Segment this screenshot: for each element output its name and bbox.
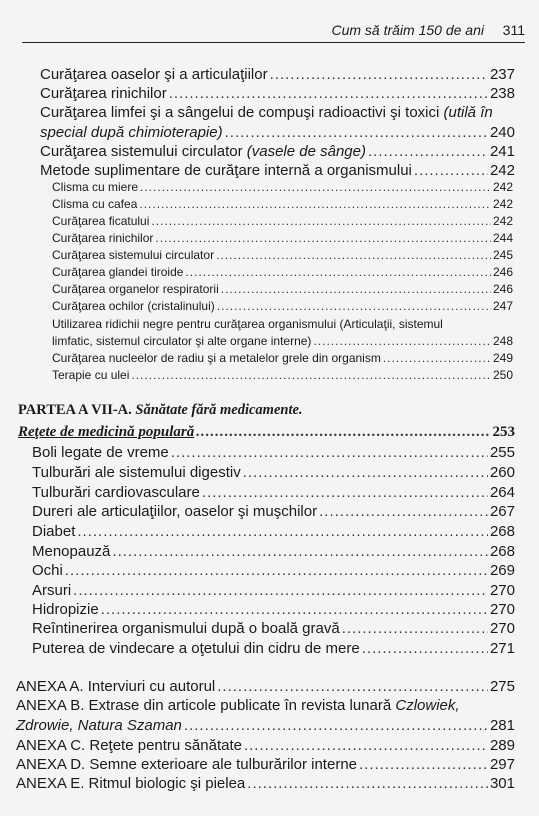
toc-subentry: Curăţarea ficatului ..... 242 bbox=[52, 215, 513, 229]
part-heading: PARTEA A VII-A. Sănătate fără medicamente. bbox=[18, 402, 303, 418]
toc-entry: Diabet ..... 268 bbox=[32, 523, 515, 540]
toc-annex: ANEXA D. Semne exterioare ale tulburărilor interne ..... 297 bbox=[16, 756, 515, 773]
toc-entry: Curăţarea oaselor şi a articulaţiilor ..... 237 bbox=[40, 66, 515, 83]
toc-entry: Metode suplimentare de curăţare internă a organismului ..... 242 bbox=[40, 162, 515, 179]
toc-entry: Hidropizie ..... 270 bbox=[32, 601, 515, 618]
toc-entry: Dureri ale articulaţiilor, oaselor şi muşchilor ..... 267 bbox=[32, 503, 515, 520]
page-header bbox=[0, 22, 539, 42]
toc-subentry: limfatic, sistemul circulator şi alte organe interne) ..... 248 bbox=[52, 335, 513, 349]
toc-entry: Reîntinerirea organismului după o boală gravă ..... 270 bbox=[32, 620, 515, 637]
toc-entry: Ochi ..... 269 bbox=[32, 562, 515, 579]
toc-entry: Curăţarea rinichilor ..... 238 bbox=[40, 85, 515, 102]
toc-entry: special după chimioterapie) ..... 240 bbox=[40, 124, 515, 141]
toc-entry-line1: Curăţarea limfei şi a sângelui de compuşi radioactivi şi toxici (utilă în bbox=[40, 104, 493, 121]
toc-subentry: Curăţarea organelor respiratorii ..... 246 bbox=[52, 283, 513, 297]
toc-entry: Menopauză ..... 268 bbox=[32, 543, 515, 560]
toc-entry: Tulburări ale sistemului digestiv ..... 260 bbox=[32, 464, 515, 481]
toc-annex: Zdrowie, Natura Szaman ..... 281 bbox=[16, 717, 515, 734]
toc-subentry: Curăţarea nucleelor de radiu şi a metalelor grele din organism ..... 249 bbox=[52, 352, 513, 366]
toc-subentry: Curăţarea rinichilor ..... 244 bbox=[52, 232, 513, 246]
toc-annex: ANEXA E. Ritmul biologic şi pielea ..... 301 bbox=[16, 775, 515, 792]
toc-entry: Boli legate de vreme ..... 255 bbox=[32, 444, 515, 461]
part-subheading: Reţete de medicină populară ..... 253 bbox=[18, 424, 515, 441]
toc-annex-line1: ANEXA B. Extrase din articole publicate în revista lunară Czlowiek, bbox=[16, 697, 460, 714]
toc-subentry: Curăţarea glandei tiroide ..... 246 bbox=[52, 266, 513, 280]
toc-entry: Curăţarea sistemului circulator (vasele de sânge) ..... 241 bbox=[40, 143, 515, 160]
toc-entry: Puterea de vindecare a oţetului din cidru de mere ..... 271 bbox=[32, 640, 515, 657]
toc-subentry: Curăţarea sistemului circulator ..... 245 bbox=[52, 249, 513, 263]
toc-subentry: Clisma cu cafea ..... 242 bbox=[52, 198, 513, 212]
toc-subentry: Clisma cu miere ..... 242 bbox=[52, 181, 513, 195]
running-title: Cum să trăim 150 de ani bbox=[331, 22, 484, 38]
toc-subentry-line1: Utilizarea ridichii negre pentru curăţarea organismului (Articulaţii, sistemul bbox=[52, 317, 443, 331]
toc-subentry: Curăţarea ochilor (cristalinului) ..... 247 bbox=[52, 300, 513, 314]
page-number: 311 bbox=[502, 22, 525, 38]
toc-subentry: Terapie cu ulei ..... 250 bbox=[52, 369, 513, 383]
toc-annex: ANEXA C. Reţete pentru sănătate ..... 289 bbox=[16, 737, 515, 754]
toc-annex: ANEXA A. Interviuri cu autorul ..... 275 bbox=[16, 678, 515, 695]
header-rule bbox=[22, 42, 525, 43]
toc-entry: Arsuri ..... 270 bbox=[32, 582, 515, 599]
toc-entry: Tulburări cardiovasculare ..... 264 bbox=[32, 484, 515, 501]
